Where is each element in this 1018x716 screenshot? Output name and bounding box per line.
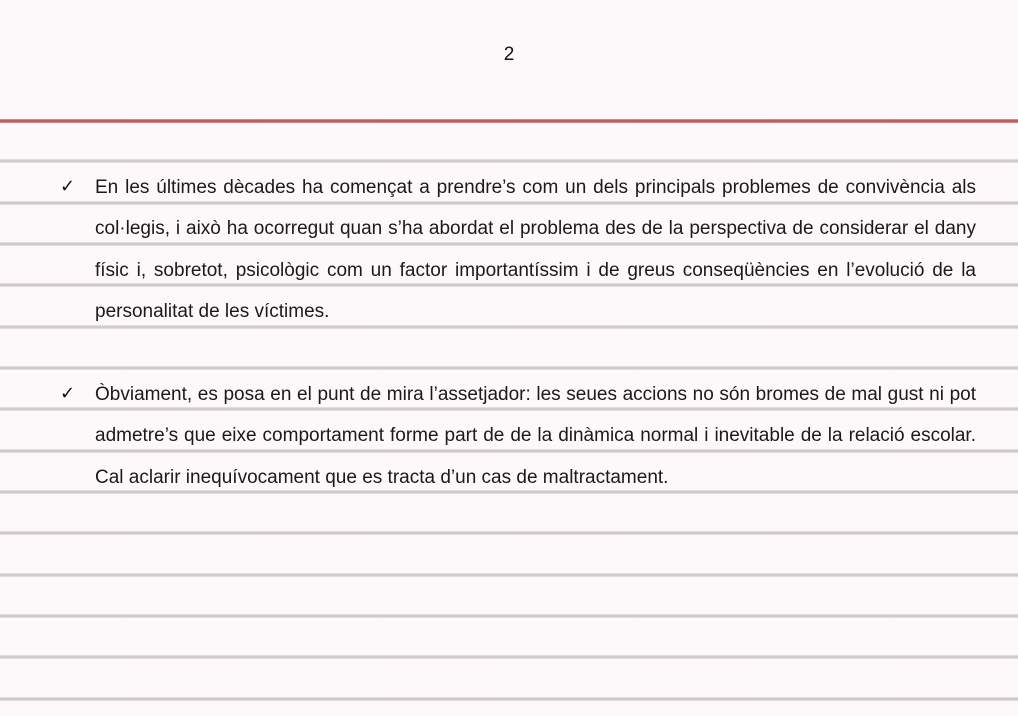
checkmark-icon: ✓ [60,383,76,404]
ruled-line [0,531,1018,535]
checkmark-icon: ✓ [60,176,76,197]
ruled-line [0,614,1018,618]
ruled-line [0,573,1018,577]
header-rule [0,119,1018,123]
page-number: 2 [503,44,515,65]
ruled-line [0,655,1018,659]
bullet-text: Òbviament, es posa en el punt de mira l’assetjador: les seues accions no són bromes de mal gust ni pot admetre’s que eixe comportament forme part de de la dinàmica normal i inevitable de la relació escolar. Cal aclarir inequívocament que es tracta d’un cas de maltractament. [95,384,976,488]
bullet-text: En les últimes dècades ha començat a prendre’s com un dels principals problemes de convivència als col·legis, i això ha ocorregut quan s’ha abordat el problema des de la perspectiva de considerar el dany físic i, sobretot, psicològic com un factor importantíssim i de greus conseqüències en l’evolució de la personalitat de les víctimes. [95,177,976,322]
bullet-item-1 [60,167,976,332]
bullet-item-2 [60,374,976,498]
ruled-line [0,697,1018,701]
ruled-line [0,366,1018,370]
ruled-line [0,159,1018,163]
